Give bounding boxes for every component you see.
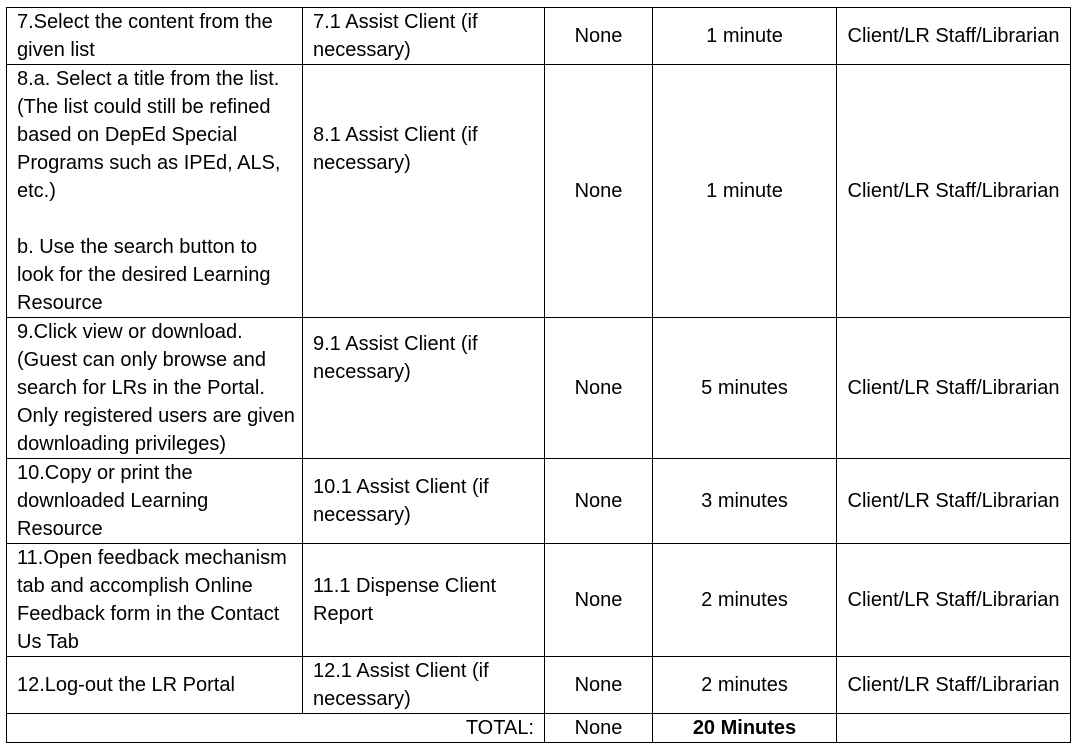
client-step-text-b: b. Use the search button to look for the desired Learning Resource bbox=[17, 236, 271, 314]
agency-action-cell bbox=[303, 318, 545, 459]
agency-action-cell bbox=[303, 459, 545, 544]
total-label: TOTAL: bbox=[7, 714, 545, 743]
client-step-text: 10.Copy or print the downloaded Learning Resource bbox=[17, 462, 209, 540]
person-responsible-cell: Client/LR Staff/Librarian bbox=[837, 657, 1071, 714]
person-responsible-cell: Client/LR Staff/Librarian bbox=[837, 459, 1071, 544]
fees-cell: None bbox=[545, 459, 653, 544]
agency-action-text: 8.1 Assist Client (if necessary) bbox=[313, 124, 478, 174]
process-table bbox=[6, 7, 1071, 743]
table-row bbox=[7, 318, 1071, 459]
total-time: 20 Minutes bbox=[653, 714, 837, 743]
client-step-cell bbox=[7, 318, 303, 459]
client-step-text: 9.Click view or download. (Guest can only browse and search for LRs in the Portal. Only registered users are given downloading privileges) bbox=[17, 321, 295, 455]
fees-cell: None bbox=[545, 65, 653, 318]
table-row bbox=[7, 657, 1071, 714]
processing-time-cell: 3 minutes bbox=[653, 459, 837, 544]
total-fees: None bbox=[545, 714, 653, 743]
fees-cell: None bbox=[545, 544, 653, 657]
person-responsible-cell: Client/LR Staff/Librarian bbox=[837, 65, 1071, 318]
spacer bbox=[17, 205, 297, 233]
processing-time-cell: 2 minutes bbox=[653, 544, 837, 657]
agency-action-text: 7.1 Assist Client (if necessary) bbox=[313, 11, 478, 61]
client-step-text: 11.Open feedback mechanism tab and accomplish Online Feedback form in the Contact Us Tab bbox=[17, 547, 287, 653]
table-row bbox=[7, 65, 1071, 318]
agency-action-text: 10.1 Assist Client (if necessary) bbox=[313, 476, 489, 526]
fees-cell: None bbox=[545, 657, 653, 714]
client-step-cell bbox=[7, 657, 303, 714]
fees-cell: None bbox=[545, 8, 653, 65]
agency-action-cell bbox=[303, 8, 545, 65]
person-responsible-cell: Client/LR Staff/Librarian bbox=[837, 318, 1071, 459]
client-step-cell bbox=[7, 544, 303, 657]
table-row bbox=[7, 8, 1071, 65]
person-responsible-cell: Client/LR Staff/Librarian bbox=[837, 8, 1071, 65]
agency-action-cell bbox=[303, 544, 545, 657]
agency-action-text: 9.1 Assist Client (if necessary) bbox=[313, 333, 478, 383]
table-row bbox=[7, 544, 1071, 657]
agency-action-cell bbox=[303, 657, 545, 714]
processing-time-cell: 5 minutes bbox=[653, 318, 837, 459]
total-row bbox=[7, 714, 1071, 743]
client-step-cell bbox=[7, 8, 303, 65]
client-step-text-a: 8.a. Select a title from the list. (The list could still be refined based on DepEd Special Programs such as IPEd, ALS, etc.) bbox=[17, 68, 281, 202]
processing-time-cell: 1 minute bbox=[653, 8, 837, 65]
fees-cell: None bbox=[545, 318, 653, 459]
client-step-cell bbox=[7, 459, 303, 544]
client-step-cell bbox=[7, 65, 303, 318]
client-step-text: 7.Select the content from the given list bbox=[17, 11, 273, 61]
client-step-text: 12.Log-out the LR Portal bbox=[17, 674, 235, 696]
person-responsible-cell: Client/LR Staff/Librarian bbox=[837, 544, 1071, 657]
table-row bbox=[7, 459, 1071, 544]
processing-time-cell: 1 minute bbox=[653, 65, 837, 318]
processing-time-cell: 2 minutes bbox=[653, 657, 837, 714]
agency-action-text: 11.1 Dispense Client Report bbox=[313, 575, 497, 625]
agency-action-text: 12.1 Assist Client (if necessary) bbox=[313, 660, 489, 710]
agency-action-cell bbox=[303, 65, 545, 318]
total-empty-cell bbox=[837, 714, 1071, 743]
